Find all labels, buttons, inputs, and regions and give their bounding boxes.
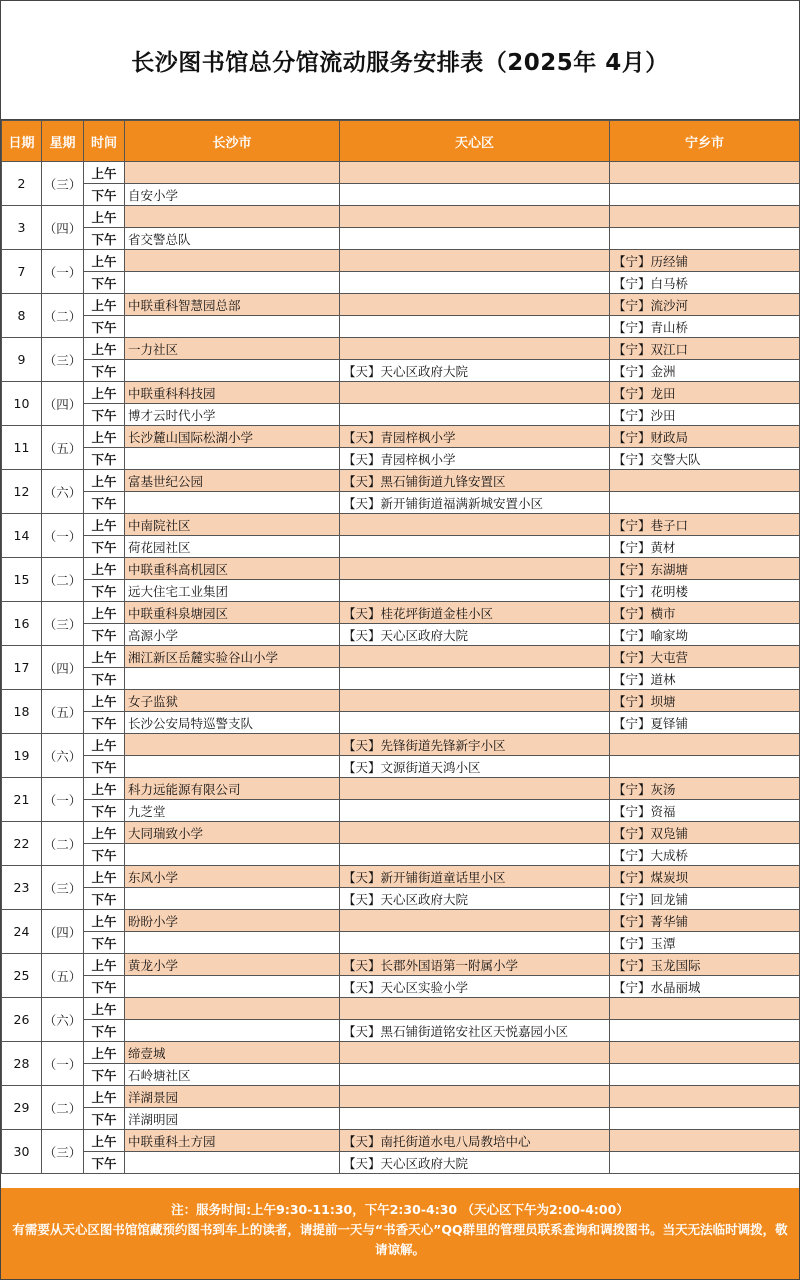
time-pm-cell: 下午 — [84, 1108, 125, 1130]
venue-cell-tianxin: 【天】黑石铺街道九锋安置区 — [340, 470, 610, 492]
date-cell: 2 — [2, 162, 42, 206]
venue-cell-changsha — [125, 756, 340, 778]
venue-cell-tianxin: 【天】文源街道天鸿小区 — [340, 756, 610, 778]
venue-cell-changsha — [125, 492, 340, 514]
service-time-note: 注：服务时间:上午9:30-11:30，下午2:30-4:30 （天心区下午为2:00-4:00） — [171, 1202, 629, 1217]
venue-cell-ningxiang: 【宁】东湖塘 — [610, 558, 800, 580]
venue-cell-tianxin: 【天】青园梓枫小学 — [340, 448, 610, 470]
venue-cell-tianxin: 【天】天心区政府大院 — [340, 1152, 610, 1174]
time-am-cell: 上午 — [84, 778, 125, 800]
venue-cell-changsha: 黄龙小学 — [125, 954, 340, 976]
date-cell: 16 — [2, 602, 42, 646]
venue-cell-tianxin — [340, 536, 610, 558]
venue-cell-ningxiang — [610, 228, 800, 250]
venue-cell-tianxin: 【天】天心区政府大院 — [340, 624, 610, 646]
table-row — [2, 514, 800, 536]
venue-cell-ningxiang — [610, 1108, 800, 1130]
time-am-cell: 上午 — [84, 1086, 125, 1108]
table-row — [2, 932, 800, 954]
header-date: 日期 — [2, 121, 42, 162]
time-pm-cell: 下午 — [84, 1152, 125, 1174]
venue-cell-ningxiang — [610, 1130, 800, 1152]
venue-cell-changsha — [125, 998, 340, 1020]
venue-cell-ningxiang: 【宁】玉潭 — [610, 932, 800, 954]
venue-cell-ningxiang: 【宁】双凫铺 — [610, 822, 800, 844]
venue-cell-tianxin: 【天】天心区政府大院 — [340, 888, 610, 910]
time-pm-cell: 下午 — [84, 976, 125, 998]
weekday-cell: （二） — [42, 1086, 84, 1130]
table-row — [2, 602, 800, 624]
table-row — [2, 1042, 800, 1064]
table-row — [2, 756, 800, 778]
table-row — [2, 558, 800, 580]
table-row — [2, 1130, 800, 1152]
header-time: 时间 — [84, 121, 125, 162]
venue-cell-tianxin — [340, 712, 610, 734]
table-row — [2, 888, 800, 910]
table-row — [2, 690, 800, 712]
weekday-cell: （六） — [42, 734, 84, 778]
date-cell: 18 — [2, 690, 42, 734]
weekday-cell: （四） — [42, 382, 84, 426]
table-row — [2, 822, 800, 844]
table-header-row — [2, 121, 800, 162]
table-row — [2, 162, 800, 184]
date-cell: 29 — [2, 1086, 42, 1130]
time-am-cell: 上午 — [84, 558, 125, 580]
venue-cell-ningxiang: 【宁】资福 — [610, 800, 800, 822]
time-pm-cell: 下午 — [84, 712, 125, 734]
venue-cell-changsha — [125, 316, 340, 338]
time-am-cell: 上午 — [84, 602, 125, 624]
venue-cell-tianxin — [340, 646, 610, 668]
venue-cell-ningxiang: 【宁】流沙河 — [610, 294, 800, 316]
table-row — [2, 1020, 800, 1042]
table-row — [2, 206, 800, 228]
venue-cell-ningxiang: 【宁】道林 — [610, 668, 800, 690]
time-am-cell: 上午 — [84, 514, 125, 536]
venue-cell-tianxin — [340, 162, 610, 184]
venue-cell-tianxin: 【天】新开铺街道福满新城安置小区 — [340, 492, 610, 514]
venue-cell-tianxin — [340, 1042, 610, 1064]
table-row — [2, 360, 800, 382]
date-cell: 21 — [2, 778, 42, 822]
table-row — [2, 316, 800, 338]
venue-cell-changsha: 九芝堂 — [125, 800, 340, 822]
time-pm-cell: 下午 — [84, 272, 125, 294]
time-pm-cell: 下午 — [84, 844, 125, 866]
venue-cell-tianxin: 【天】先锋街道先锋新宇小区 — [340, 734, 610, 756]
time-pm-cell: 下午 — [84, 1020, 125, 1042]
table-row — [2, 184, 800, 206]
venue-cell-ningxiang: 【宁】金洲 — [610, 360, 800, 382]
venue-cell-ningxiang — [610, 162, 800, 184]
venue-cell-changsha — [125, 888, 340, 910]
weekday-cell: （一） — [42, 1042, 84, 1086]
venue-cell-ningxiang — [610, 1064, 800, 1086]
venue-cell-changsha — [125, 448, 340, 470]
weekday-cell: （三） — [42, 162, 84, 206]
time-am-cell: 上午 — [84, 690, 125, 712]
venue-cell-changsha — [125, 844, 340, 866]
time-pm-cell: 下午 — [84, 888, 125, 910]
venue-cell-changsha: 东风小学 — [125, 866, 340, 888]
venue-cell-changsha — [125, 360, 340, 382]
time-am-cell: 上午 — [84, 734, 125, 756]
weekday-cell: （三） — [42, 1130, 84, 1174]
venue-cell-ningxiang: 【宁】白马桥 — [610, 272, 800, 294]
weekday-cell: （五） — [42, 690, 84, 734]
venue-cell-tianxin — [340, 800, 610, 822]
date-cell: 11 — [2, 426, 42, 470]
venue-cell-tianxin: 【天】天心区实验小学 — [340, 976, 610, 998]
venue-cell-changsha — [125, 734, 340, 756]
venue-cell-tianxin — [340, 558, 610, 580]
time-am-cell: 上午 — [84, 1130, 125, 1152]
weekday-cell: （四） — [42, 646, 84, 690]
time-pm-cell: 下午 — [84, 492, 125, 514]
venue-cell-changsha — [125, 206, 340, 228]
venue-cell-tianxin — [340, 250, 610, 272]
time-am-cell: 上午 — [84, 954, 125, 976]
venue-cell-ningxiang — [610, 492, 800, 514]
time-am-cell: 上午 — [84, 382, 125, 404]
weekday-cell: （四） — [42, 206, 84, 250]
table-row — [2, 646, 800, 668]
venue-cell-tianxin — [340, 778, 610, 800]
table-row — [2, 866, 800, 888]
venue-cell-changsha: 富基世纪公园 — [125, 470, 340, 492]
date-cell: 14 — [2, 514, 42, 558]
time-am-cell: 上午 — [84, 338, 125, 360]
venue-cell-tianxin — [340, 910, 610, 932]
weekday-cell: （三） — [42, 338, 84, 382]
weekday-cell: （五） — [42, 954, 84, 998]
weekday-cell: （一） — [42, 514, 84, 558]
venue-cell-ningxiang: 【宁】回龙铺 — [610, 888, 800, 910]
weekday-cell: （一） — [42, 778, 84, 822]
time-pm-cell: 下午 — [84, 316, 125, 338]
venue-cell-changsha — [125, 976, 340, 998]
venue-cell-ningxiang: 【宁】花明楼 — [610, 580, 800, 602]
table-row — [2, 272, 800, 294]
venue-cell-ningxiang: 【宁】沙田 — [610, 404, 800, 426]
venue-cell-changsha: 缔壹城 — [125, 1042, 340, 1064]
time-pm-cell: 下午 — [84, 624, 125, 646]
date-cell: 8 — [2, 294, 42, 338]
date-cell: 26 — [2, 998, 42, 1042]
time-pm-cell: 下午 — [84, 756, 125, 778]
date-cell: 3 — [2, 206, 42, 250]
date-cell: 12 — [2, 470, 42, 514]
venue-cell-changsha: 洋湖景园 — [125, 1086, 340, 1108]
venue-cell-ningxiang: 【宁】青山桥 — [610, 316, 800, 338]
schedule-body — [2, 162, 800, 1174]
reservation-notice: 有需要从天心区图书馆馆藏预约图书到车上的读者，请提前一天与“书香天心”QQ群里的管理员联系查询和调拨图书。当天无法临时调拨，敬请谅解。 — [12, 1222, 788, 1257]
venue-cell-ningxiang: 【宁】大屯营 — [610, 646, 800, 668]
time-am-cell: 上午 — [84, 470, 125, 492]
weekday-cell: （五） — [42, 426, 84, 470]
venue-cell-changsha: 盼盼小学 — [125, 910, 340, 932]
venue-cell-changsha — [125, 668, 340, 690]
header-tianxin: 天心区 — [340, 121, 610, 162]
time-am-cell: 上午 — [84, 206, 125, 228]
venue-cell-ningxiang: 【宁】煤炭坝 — [610, 866, 800, 888]
table-row — [2, 492, 800, 514]
venue-cell-tianxin — [340, 690, 610, 712]
table-row — [2, 1086, 800, 1108]
table-row — [2, 294, 800, 316]
venue-cell-changsha: 长沙公安局特巡警支队 — [125, 712, 340, 734]
venue-cell-changsha: 大同瑞致小学 — [125, 822, 340, 844]
venue-cell-ningxiang: 【宁】财政局 — [610, 426, 800, 448]
time-am-cell: 上午 — [84, 294, 125, 316]
table-row — [2, 778, 800, 800]
venue-cell-changsha: 省交警总队 — [125, 228, 340, 250]
venue-cell-changsha: 博才云时代小学 — [125, 404, 340, 426]
weekday-cell: （六） — [42, 998, 84, 1042]
venue-cell-tianxin — [340, 404, 610, 426]
venue-cell-tianxin: 【天】新开铺街道童话里小区 — [340, 866, 610, 888]
time-am-cell: 上午 — [84, 998, 125, 1020]
venue-cell-ningxiang: 【宁】菁华铺 — [610, 910, 800, 932]
venue-cell-changsha: 湘江新区岳麓实验谷山小学 — [125, 646, 340, 668]
venue-cell-ningxiang: 【宁】夏铎铺 — [610, 712, 800, 734]
weekday-cell: （二） — [42, 822, 84, 866]
date-cell: 17 — [2, 646, 42, 690]
time-pm-cell: 下午 — [84, 668, 125, 690]
venue-cell-ningxiang: 【宁】喻家坳 — [610, 624, 800, 646]
venue-cell-ningxiang: 【宁】黄材 — [610, 536, 800, 558]
venue-cell-ningxiang: 【宁】大成桥 — [610, 844, 800, 866]
table-row — [2, 976, 800, 998]
table-row — [2, 580, 800, 602]
time-pm-cell: 下午 — [84, 184, 125, 206]
schedule-table — [1, 120, 800, 1174]
table-row — [2, 1152, 800, 1174]
venue-cell-changsha: 高源小学 — [125, 624, 340, 646]
table-row — [2, 1064, 800, 1086]
time-am-cell: 上午 — [84, 866, 125, 888]
time-am-cell: 上午 — [84, 426, 125, 448]
venue-cell-tianxin — [340, 998, 610, 1020]
table-row — [2, 668, 800, 690]
table-row — [2, 470, 800, 492]
header-weekday: 星期 — [42, 121, 84, 162]
table-row — [2, 712, 800, 734]
venue-cell-tianxin: 【天】长郡外国语第一附属小学 — [340, 954, 610, 976]
venue-cell-tianxin: 【天】天心区政府大院 — [340, 360, 610, 382]
venue-cell-ningxiang: 【宁】玉龙国际 — [610, 954, 800, 976]
venue-cell-tianxin — [340, 206, 610, 228]
table-row — [2, 800, 800, 822]
date-cell: 22 — [2, 822, 42, 866]
weekday-cell: （三） — [42, 602, 84, 646]
time-am-cell: 上午 — [84, 162, 125, 184]
venue-cell-tianxin — [340, 1064, 610, 1086]
venue-cell-changsha: 远大住宅工业集团 — [125, 580, 340, 602]
venue-cell-tianxin — [340, 1108, 610, 1130]
time-pm-cell: 下午 — [84, 800, 125, 822]
venue-cell-changsha: 长沙麓山国际松湖小学 — [125, 426, 340, 448]
time-pm-cell: 下午 — [84, 448, 125, 470]
venue-cell-changsha: 中联重科科技园 — [125, 382, 340, 404]
time-am-cell: 上午 — [84, 822, 125, 844]
table-row — [2, 954, 800, 976]
venue-cell-tianxin — [340, 184, 610, 206]
venue-cell-ningxiang — [610, 998, 800, 1020]
venue-cell-tianxin: 【天】青园梓枫小学 — [340, 426, 610, 448]
venue-cell-ningxiang: 【宁】龙田 — [610, 382, 800, 404]
venue-cell-tianxin — [340, 338, 610, 360]
venue-cell-ningxiang: 【宁】双江口 — [610, 338, 800, 360]
venue-cell-tianxin — [340, 1086, 610, 1108]
venue-cell-changsha: 一力社区 — [125, 338, 340, 360]
venue-cell-ningxiang: 【宁】历经铺 — [610, 250, 800, 272]
venue-cell-ningxiang — [610, 1086, 800, 1108]
weekday-cell: （二） — [42, 294, 84, 338]
venue-cell-changsha: 石岭塘社区 — [125, 1064, 340, 1086]
table-row — [2, 536, 800, 558]
venue-cell-tianxin — [340, 316, 610, 338]
venue-cell-tianxin — [340, 844, 610, 866]
venue-cell-changsha: 自安小学 — [125, 184, 340, 206]
date-cell: 19 — [2, 734, 42, 778]
time-pm-cell: 下午 — [84, 228, 125, 250]
venue-cell-ningxiang: 【宁】交警大队 — [610, 448, 800, 470]
venue-cell-changsha — [125, 1152, 340, 1174]
table-row — [2, 250, 800, 272]
date-cell: 30 — [2, 1130, 42, 1174]
time-am-cell: 上午 — [84, 250, 125, 272]
venue-cell-changsha — [125, 162, 340, 184]
venue-cell-ningxiang: 【宁】横市 — [610, 602, 800, 624]
header-ningxiang: 宁乡市 — [610, 121, 800, 162]
date-cell: 24 — [2, 910, 42, 954]
venue-cell-ningxiang: 【宁】坝塘 — [610, 690, 800, 712]
table-row — [2, 448, 800, 470]
venue-cell-tianxin — [340, 514, 610, 536]
venue-cell-changsha — [125, 932, 340, 954]
venue-cell-ningxiang — [610, 470, 800, 492]
table-row — [2, 844, 800, 866]
venue-cell-changsha — [125, 272, 340, 294]
table-row — [2, 426, 800, 448]
time-pm-cell: 下午 — [84, 580, 125, 602]
venue-cell-tianxin — [340, 382, 610, 404]
venue-cell-tianxin: 【天】桂花坪街道金桂小区 — [340, 602, 610, 624]
venue-cell-changsha: 洋湖明园 — [125, 1108, 340, 1130]
weekday-cell: （四） — [42, 910, 84, 954]
time-pm-cell: 下午 — [84, 1064, 125, 1086]
date-cell: 7 — [2, 250, 42, 294]
weekday-cell: （三） — [42, 866, 84, 910]
table-row — [2, 338, 800, 360]
venue-cell-changsha: 中联重科高机园区 — [125, 558, 340, 580]
venue-cell-changsha: 荷花园社区 — [125, 536, 340, 558]
time-pm-cell: 下午 — [84, 536, 125, 558]
weekday-cell: （一） — [42, 250, 84, 294]
time-am-cell: 上午 — [84, 646, 125, 668]
venue-cell-tianxin — [340, 294, 610, 316]
venue-cell-tianxin — [340, 272, 610, 294]
venue-cell-changsha: 中南院社区 — [125, 514, 340, 536]
header-changsha: 长沙市 — [125, 121, 340, 162]
venue-cell-changsha: 中联重科智慧园总部 — [125, 294, 340, 316]
venue-cell-changsha: 中联重科泉塘园区 — [125, 602, 340, 624]
table-row — [2, 998, 800, 1020]
venue-cell-tianxin — [340, 822, 610, 844]
venue-cell-tianxin: 【天】黑石铺街道铭安社区天悦嘉园小区 — [340, 1020, 610, 1042]
table-row — [2, 910, 800, 932]
date-cell: 9 — [2, 338, 42, 382]
page-title: 长沙图书馆总分馆流动服务安排表（2025年 4月） — [1, 1, 799, 120]
venue-cell-changsha: 中联重科土方园 — [125, 1130, 340, 1152]
table-row — [2, 624, 800, 646]
date-cell: 10 — [2, 382, 42, 426]
venue-cell-tianxin — [340, 932, 610, 954]
table-row — [2, 734, 800, 756]
weekday-cell: （二） — [42, 558, 84, 602]
venue-cell-ningxiang: 【宁】巷子口 — [610, 514, 800, 536]
venue-cell-ningxiang — [610, 1020, 800, 1042]
venue-cell-ningxiang: 【宁】灰汤 — [610, 778, 800, 800]
venue-cell-ningxiang — [610, 184, 800, 206]
venue-cell-tianxin — [340, 668, 610, 690]
table-row — [2, 382, 800, 404]
time-am-cell: 上午 — [84, 910, 125, 932]
venue-cell-tianxin — [340, 228, 610, 250]
date-cell: 25 — [2, 954, 42, 998]
footer-notes — [1, 1188, 799, 1279]
table-row — [2, 228, 800, 250]
venue-cell-ningxiang — [610, 734, 800, 756]
venue-cell-ningxiang — [610, 756, 800, 778]
venue-cell-ningxiang — [610, 1042, 800, 1064]
table-row — [2, 404, 800, 426]
time-am-cell: 上午 — [84, 1042, 125, 1064]
time-pm-cell: 下午 — [84, 360, 125, 382]
table-row — [2, 1108, 800, 1130]
venue-cell-changsha — [125, 1020, 340, 1042]
weekday-cell: （六） — [42, 470, 84, 514]
venue-cell-tianxin: 【天】南托街道水电八局教培中心 — [340, 1130, 610, 1152]
date-cell: 15 — [2, 558, 42, 602]
time-pm-cell: 下午 — [84, 932, 125, 954]
venue-cell-changsha — [125, 250, 340, 272]
venue-cell-tianxin — [340, 580, 610, 602]
venue-cell-ningxiang: 【宁】水晶丽城 — [610, 976, 800, 998]
venue-cell-ningxiang — [610, 206, 800, 228]
venue-cell-ningxiang — [610, 1152, 800, 1174]
venue-cell-changsha: 女子监狱 — [125, 690, 340, 712]
date-cell: 28 — [2, 1042, 42, 1086]
time-pm-cell: 下午 — [84, 404, 125, 426]
date-cell: 23 — [2, 866, 42, 910]
venue-cell-changsha: 科力远能源有限公司 — [125, 778, 340, 800]
